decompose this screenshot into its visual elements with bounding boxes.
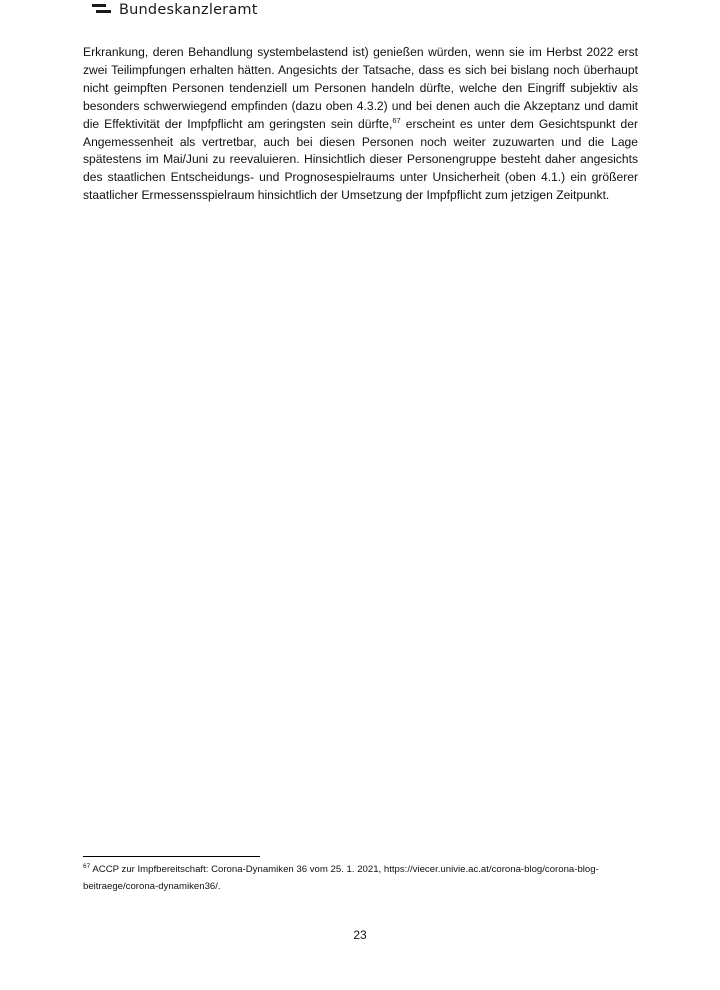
page-number: 23 — [353, 928, 367, 942]
footnote — [83, 862, 643, 895]
page-header — [92, 1, 258, 19]
paragraph — [83, 44, 638, 205]
footnote-reference[interactable]: 67 — [392, 115, 401, 125]
brand-name: Bundeskanzleramt — [119, 2, 258, 18]
footnote-number: 67 — [83, 863, 91, 870]
footnote-separator — [83, 856, 260, 857]
body-paragraph — [83, 44, 638, 205]
footnote-text: ACCP zur Impfbereitschaft: Corona-Dynamiken 36 vom 25. 1. 2021, https://viecer.univie.ac.at/corona-blog/corona-blog-beitraege/corona-dynamiken36/. — [83, 864, 599, 892]
paragraph-text-part-1: Erkrankung, deren Behandlung systembelastend ist) genießen würden, wenn sie im Herbst 2022 erst zwei Teilimpfungen erhalten hätten. Angesichts der Tatsache, dass es sich bei bislang noch überhaupt nicht geimpften Personen tendenziell um Personen handeln dürfte, welche den Eingriff subjektiv als besonders schwerwiegend empfinden (dazu oben 4.3.2) und bei denen auch die Akzeptanz und damit die Effektivität der Impfpflicht am geringsten sein dürfte, — [83, 45, 638, 131]
paragraph-text-part-2: erscheint es unter dem Gesichtspunkt der Angemessenheit als vertretbar, auch bei diesen Personen noch weiter zuzuwarten und die Lage spätestens im Mai/Juni zu reevaluieren. Hinsichtlich dieser Personengruppe besteht daher angesichts des staatlichen Entscheidungs- und Prognosespielraums unter Unsicherheit (oben 4.1.) ein größerer staatlicher Ermessensspielraum hinsichtlich der Umsetzung der Impfpflicht zum jetzigen Zeitpunkt. — [83, 116, 638, 203]
austrian-chancellery-logo-icon — [92, 3, 111, 17]
